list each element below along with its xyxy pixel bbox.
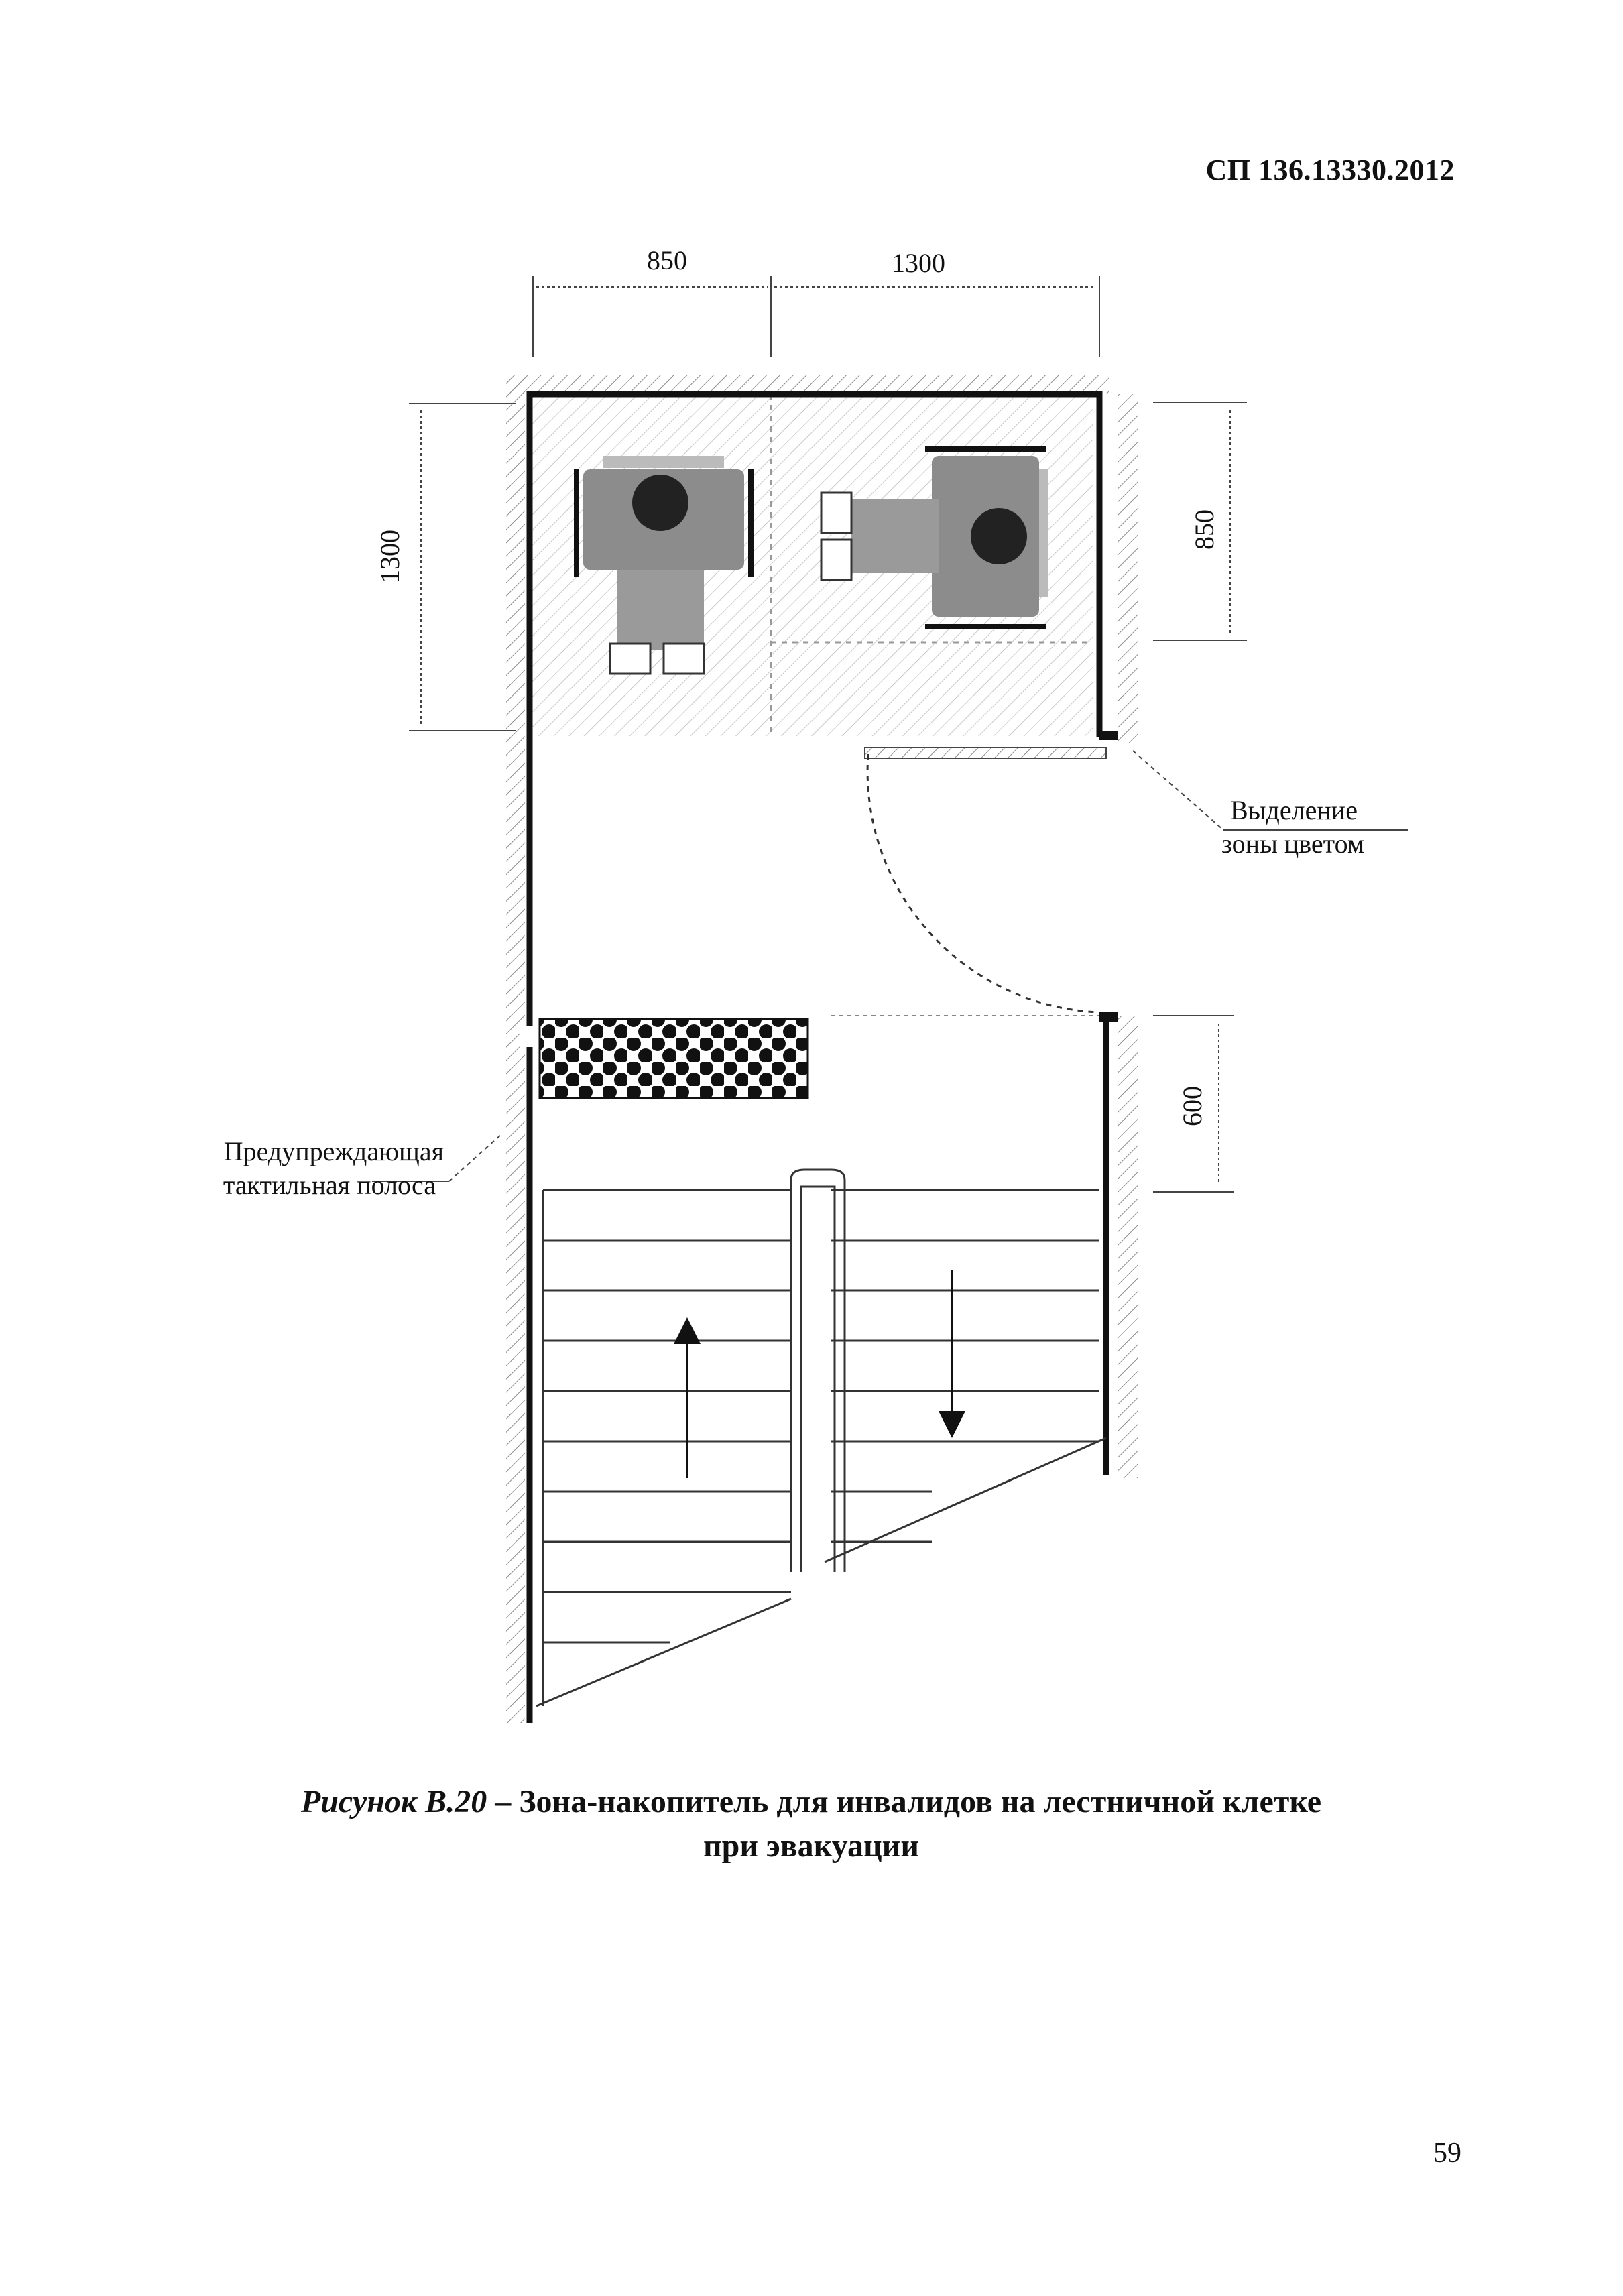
dimension-600-right: 600 <box>1177 1086 1207 1126</box>
document-code: СП 136.13330.2012 <box>1205 154 1455 186</box>
dimension-1300-top: 1300 <box>892 248 945 278</box>
figure-caption <box>201 1780 1421 1868</box>
caption-text-line2: при эвакуации <box>703 1828 919 1864</box>
tactile-strip-label-line1: Предупреждающая <box>223 1136 444 1166</box>
tactile-strip-label-line2: тактильная полоса <box>223 1170 436 1200</box>
dimension-850-top: 850 <box>647 245 687 276</box>
caption-line1 <box>201 1780 1421 1824</box>
page-number: 59 <box>1433 2138 1461 2169</box>
tactile-warning-strip <box>540 1019 808 1098</box>
color-zone-label-line1: Выделение <box>1230 795 1358 825</box>
dimension-1300-left: 1300 <box>375 530 405 583</box>
door-swing-arc <box>831 754 1099 1016</box>
caption-dash: – <box>487 1784 520 1819</box>
stair-flights <box>536 1170 1106 1706</box>
caption-text-line1: Зона-накопитель для инвалидов на лестничной клетке <box>519 1784 1322 1819</box>
color-zone-label-line2: зоны цветом <box>1221 829 1365 859</box>
caption-figure-label: Рисунок В.20 <box>300 1784 487 1819</box>
dimension-850-right: 850 <box>1189 509 1219 550</box>
